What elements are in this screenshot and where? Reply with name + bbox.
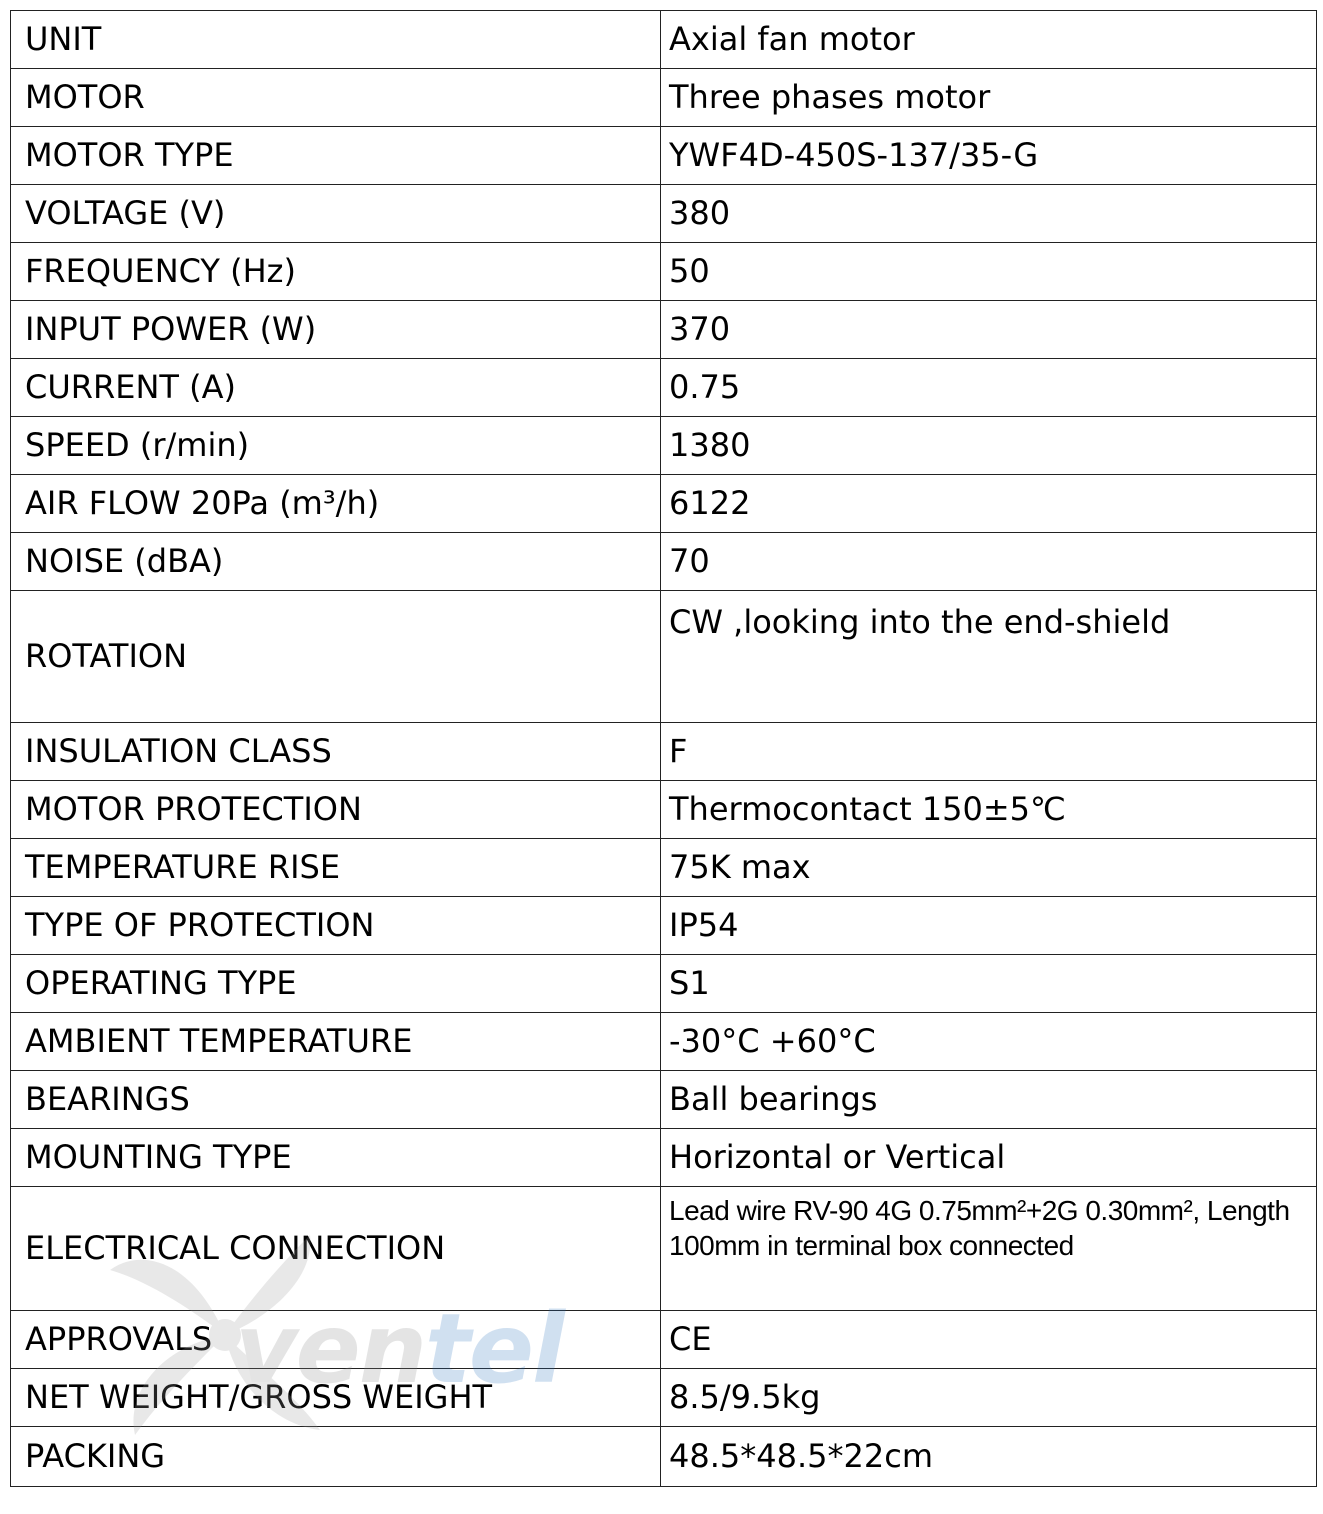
spec-value: 8.5/9.5kg [661, 1369, 1317, 1427]
spec-value: 50 [661, 243, 1317, 301]
spec-value: CW ,looking into the end-shield [661, 591, 1317, 723]
spec-label: MOTOR PROTECTION [11, 781, 661, 839]
spec-value: Axial fan motor [661, 11, 1317, 69]
spec-value: 48.5*48.5*22cm [661, 1427, 1317, 1487]
spec-value: S1 [661, 955, 1317, 1013]
spec-row-ambient-temperature [11, 1013, 1317, 1071]
watermark-logo-text: ventel [235, 1293, 563, 1405]
spec-row-air-flow [11, 475, 1317, 533]
spec-value: Horizontal or Vertical [661, 1129, 1317, 1187]
spec-value: Lead wire RV-90 4G 0.75mm²+2G 0.30mm², Length 100mm in terminal box connected [661, 1187, 1317, 1311]
spec-label: VOLTAGE (V) [11, 185, 661, 243]
spec-label: NET WEIGHT/GROSS WEIGHT [11, 1369, 661, 1427]
spec-label: SPEED (r/min) [11, 417, 661, 475]
spec-label: TEMPERATURE RISE [11, 839, 661, 897]
spec-row-speed [11, 417, 1317, 475]
spec-value: Three phases motor [661, 69, 1317, 127]
spec-value: 380 [661, 185, 1317, 243]
spec-label: BEARINGS [11, 1071, 661, 1129]
spec-row-input-power [11, 301, 1317, 359]
spec-row-voltage [11, 185, 1317, 243]
spec-value: Thermocontact 150±5℃ [661, 781, 1317, 839]
spec-value: 0.75 [661, 359, 1317, 417]
spec-value: 70 [661, 533, 1317, 591]
spec-row-rotation [11, 591, 1317, 723]
spec-label: CURRENT (A) [11, 359, 661, 417]
spec-value: IP54 [661, 897, 1317, 955]
spec-value: F [661, 723, 1317, 781]
spec-label: AIR FLOW 20Pa (m³/h) [11, 475, 661, 533]
spec-row-electrical-connection [11, 1187, 1317, 1311]
spec-row-noise [11, 533, 1317, 591]
spec-label: ROTATION [11, 591, 661, 723]
spec-label: FREQUENCY (Hz) [11, 243, 661, 301]
spec-label: INPUT POWER (W) [11, 301, 661, 359]
spec-table [10, 10, 1317, 1487]
spec-row-temperature-rise [11, 839, 1317, 897]
spec-value: 370 [661, 301, 1317, 359]
spec-row-motor-type [11, 127, 1317, 185]
spec-value: 1380 [661, 417, 1317, 475]
spec-row-bearings [11, 1071, 1317, 1129]
spec-value: YWF4D-450S-137/35-G [661, 127, 1317, 185]
spec-label: APPROVALS [11, 1311, 661, 1369]
spec-label: MOTOR TYPE [11, 127, 661, 185]
spec-label: OPERATING TYPE [11, 955, 661, 1013]
spec-row-insulation-class [11, 723, 1317, 781]
spec-label: TYPE OF PROTECTION [11, 897, 661, 955]
spec-row-mounting-type [11, 1129, 1317, 1187]
spec-row-approvals [11, 1311, 1317, 1369]
spec-label: AMBIENT TEMPERATURE [11, 1013, 661, 1071]
spec-row-current [11, 359, 1317, 417]
spec-label: MOTOR [11, 69, 661, 127]
spec-label: UNIT [11, 11, 661, 69]
spec-label: MOUNTING TYPE [11, 1129, 661, 1187]
spec-value: 6122 [661, 475, 1317, 533]
spec-row-weight [11, 1369, 1317, 1427]
spec-value: -30°C +60°C [661, 1013, 1317, 1071]
spec-value: 75K max [661, 839, 1317, 897]
spec-value: CE [661, 1311, 1317, 1369]
spec-value: Ball bearings [661, 1071, 1317, 1129]
spec-row-type-of-protection [11, 897, 1317, 955]
spec-row-motor-protection [11, 781, 1317, 839]
spec-label: INSULATION CLASS [11, 723, 661, 781]
spec-row-packing [11, 1427, 1317, 1487]
spec-label: ELECTRICAL CONNECTION [11, 1187, 661, 1311]
spec-row-unit [11, 11, 1317, 69]
spec-label: PACKING [11, 1427, 661, 1487]
spec-label: NOISE (dBA) [11, 533, 661, 591]
spec-row-frequency [11, 243, 1317, 301]
spec-row-operating-type [11, 955, 1317, 1013]
spec-row-motor [11, 69, 1317, 127]
